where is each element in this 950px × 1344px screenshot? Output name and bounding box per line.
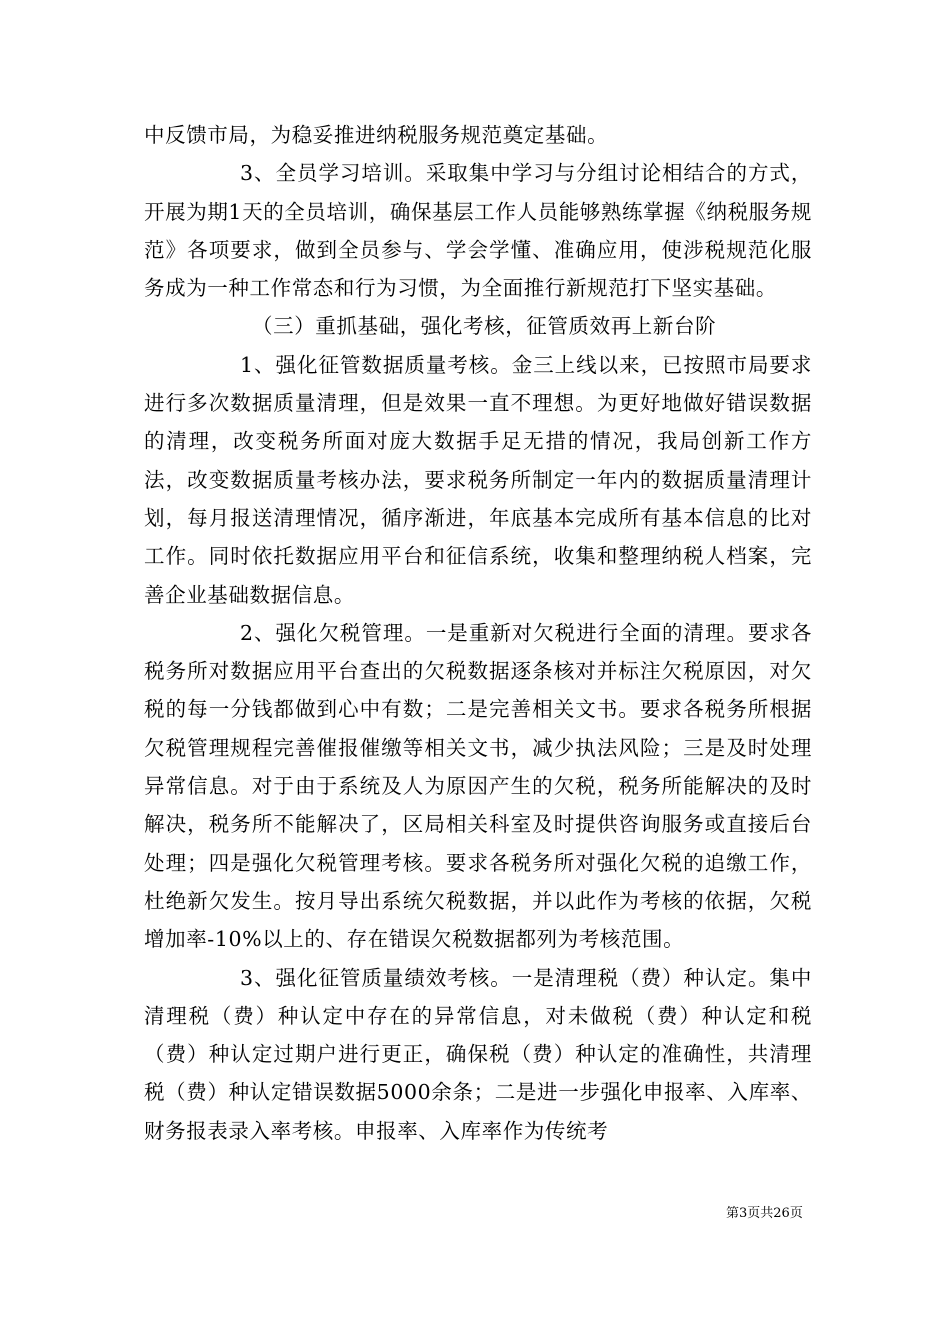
paragraph-tax-arrears: 2、强化欠税管理。一是重新对欠税进行全面的清理。要求各税务所对数据应用平台查出的欠税数据逐条核对并标注欠税原因，对欠税的每一分钱都做到心中有数；二是完善相关文书。要求各税务所根据欠税管理规程完善催报催缴等相关文书，减少执法风险；三是及时处理异常信息。对于由于系统及人为原因产生的欠税，税务所能解决的及时解决，税务所不能解决了，区局相关科室及时提供咨询服务或直接后台处理；四是强化欠税管理考核。要求各税务所对强化欠税的追缴工作，杜绝新欠发生。按月导出系统欠税数据，并以此作为考核的依据，欠税增加率-10%以上的、存在错误欠税数据都列为考核范围。 bbox=[144, 620, 812, 952]
section-heading: （三）重抓基础，强化考核，征管质效再上新台阶 bbox=[252, 314, 717, 339]
paragraph-staff-training: 3、全员学习培训。采取集中学习与分组讨论相结合的方式，开展为期1天的全员培训，确保基层工作人员能够熟练掌握《纳税服务规范》各项要求，做到全员参与、学会学懂、准确应用，使涉税规范化服务成为一种工作常态和行为习惯，为全面推行新规范打下坚实基础。 bbox=[144, 161, 812, 301]
page-number: 第3页共26页 bbox=[726, 1206, 803, 1221]
paragraph-continuation: 中反馈市局，为稳妥推进纳税服务规范奠定基础。 bbox=[144, 123, 609, 147]
paragraph-data-quality: 1、强化征管数据质量考核。金三上线以来，已按照市局要求进行多次数据质量清理，但是效果一直不理想。为更好地做好错误数据的清理，改变税务所面对庞大数据手足无措的情况，我局创新工作方法，改变数据质量考核办法，要求税务所制定一年内的数据质量清理计划，每月报送清理情况，循序渐进，年底基本完成所有基本信息的比对工作。同时依托数据应用平台和征信系统，收集和整理纳税人档案，完善企业基础数据信息。 bbox=[144, 352, 812, 607]
document-body bbox=[144, 116, 812, 1150]
paragraph-quality-performance: 3、强化征管质量绩效考核。一是清理税（费）种认定。集中清理税（费）种认定中存在的异常信息，对未做税（费）种认定和税（费）种认定过期户进行更正，确保税（费）种认定的准确性，共清理税（费）种认定错误数据5000余条；二是进一步强化申报率、入库率、财务报表录入率考核。申报率、入库率作为传统考 bbox=[144, 965, 812, 1143]
